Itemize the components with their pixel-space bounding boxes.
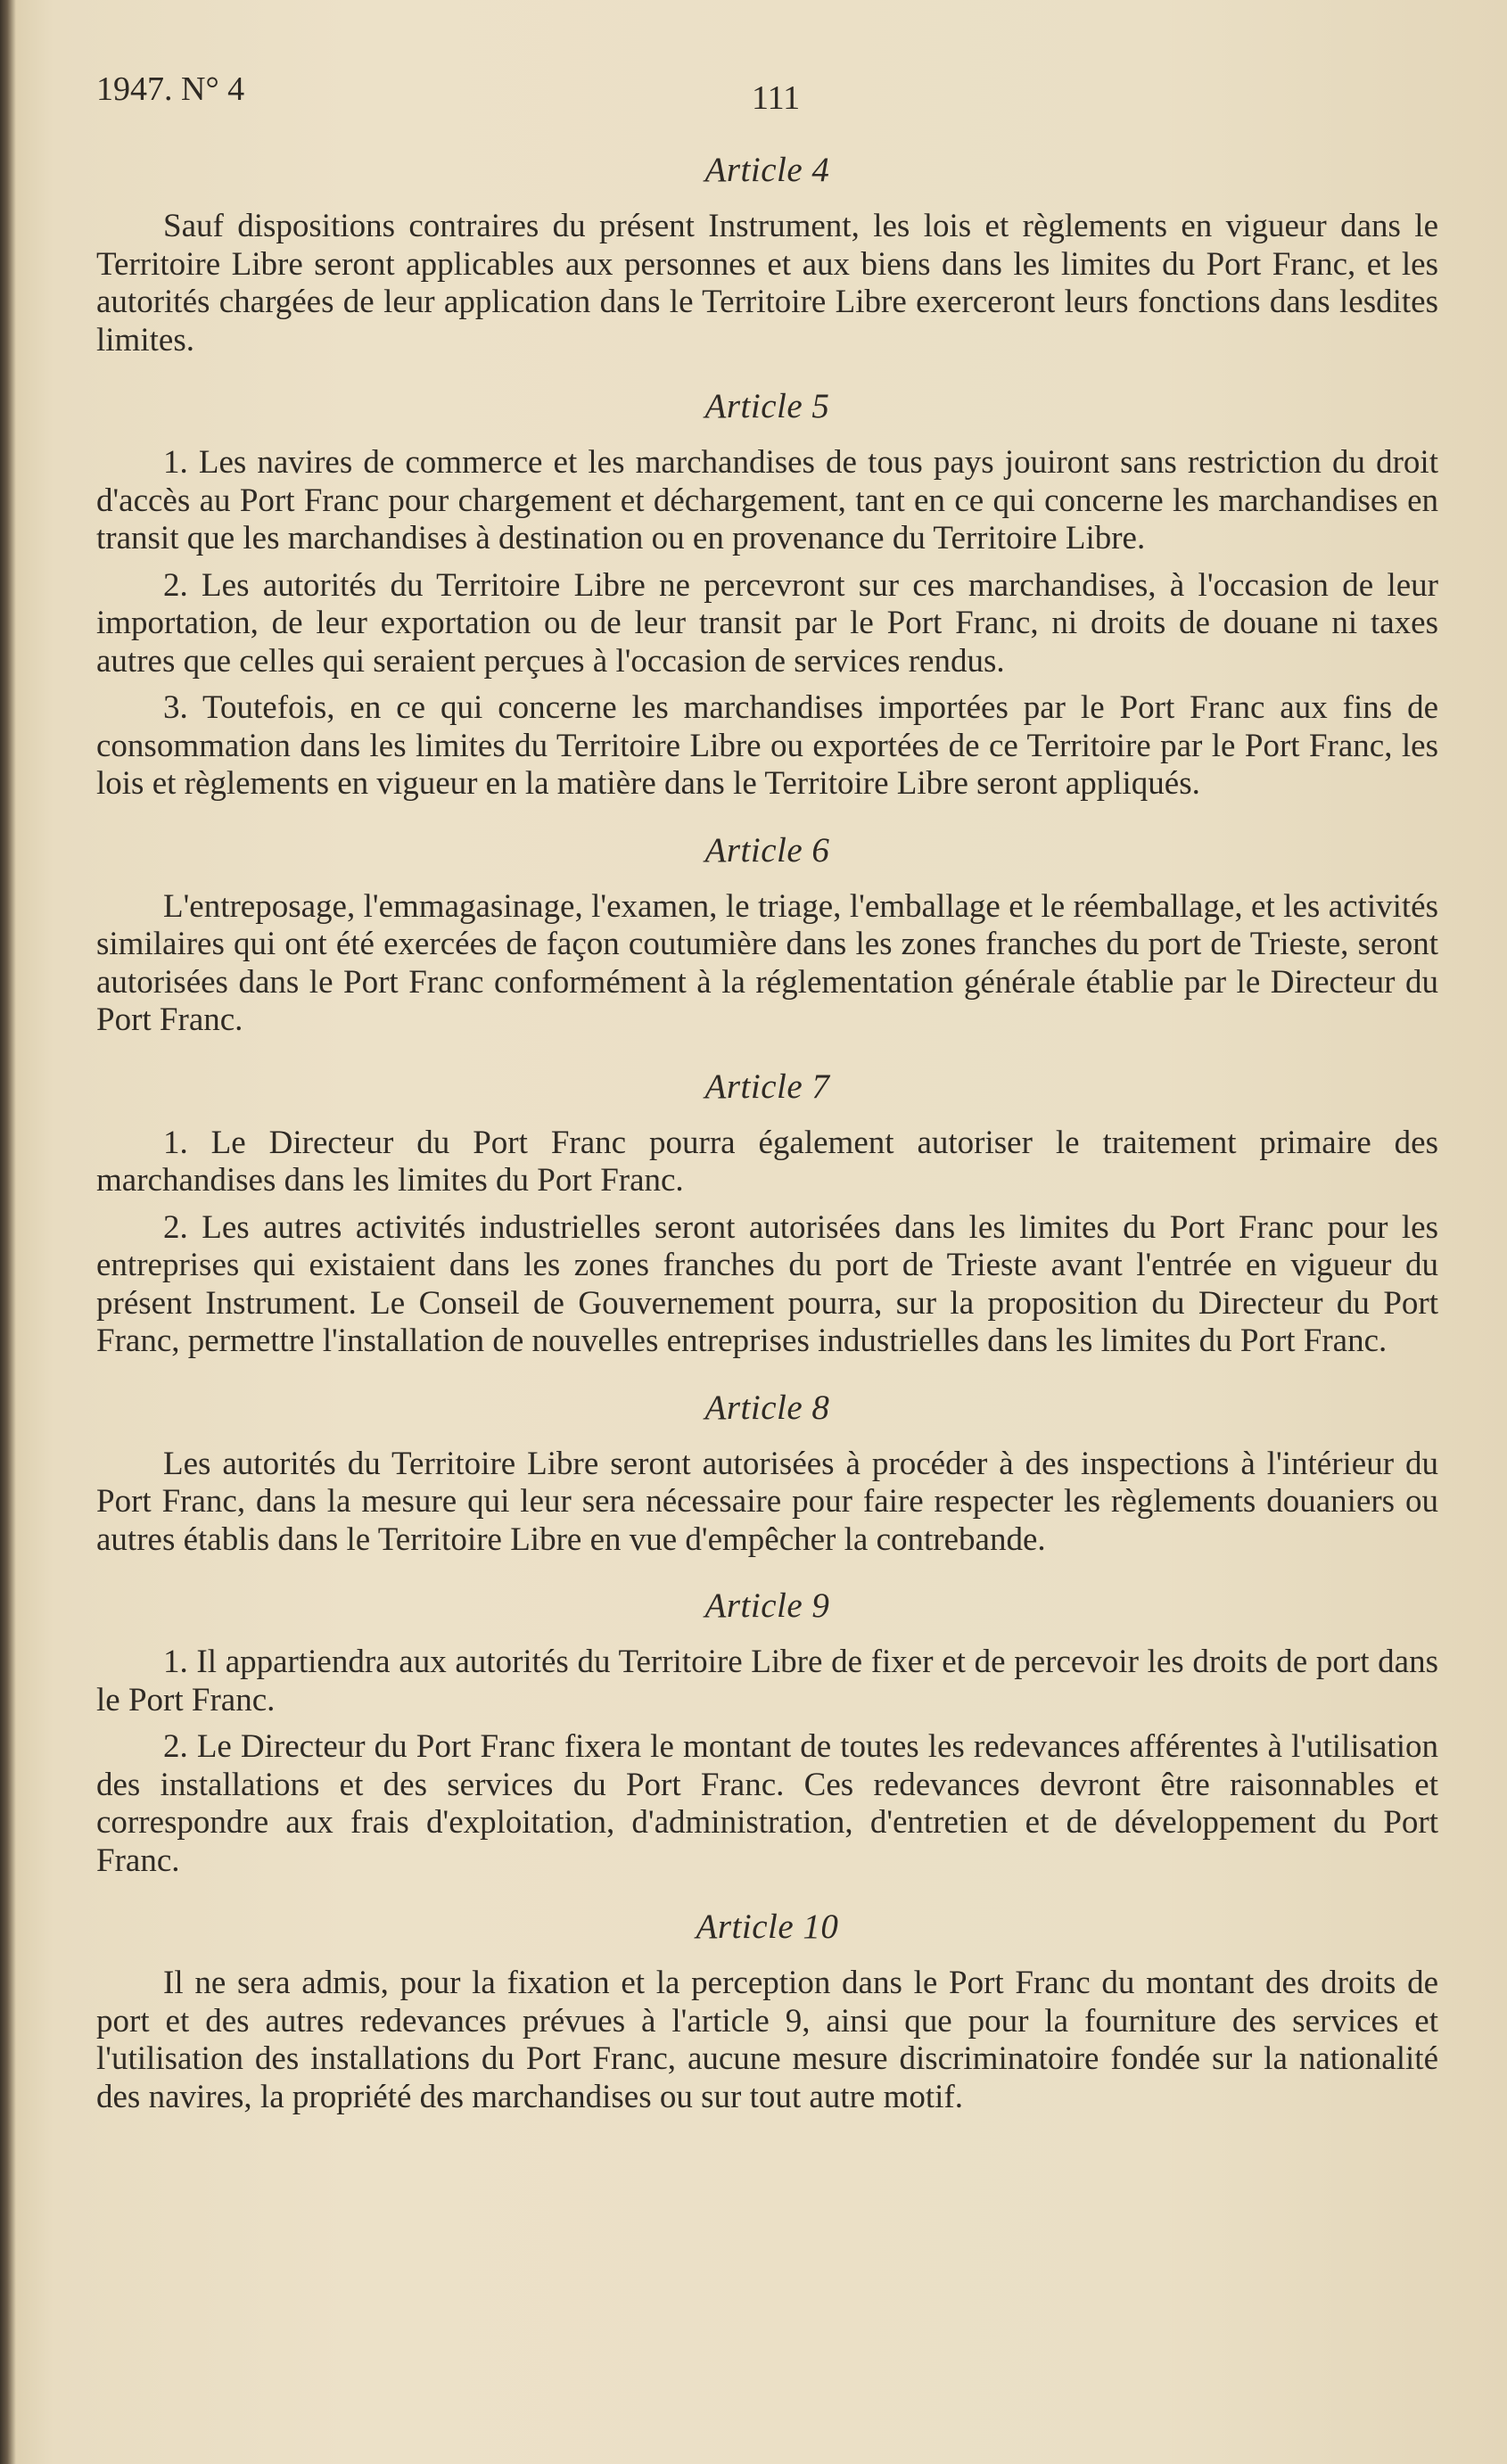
article-paragraph: 2. Les autorités du Territoire Libre ne percevront sur ces marchandises, à l'occasion de leur importation, de leur exportation ou de leur transit par le Port Franc, ni droits de douane ni taxes autres que celles qui seraient perçues à l'occasion de services rendus.	[96, 566, 1438, 680]
page-header	[96, 70, 1434, 123]
article-heading: Article 5	[704, 387, 830, 425]
article-paragraph: 1. Les navires de commerce et les marchandises de tous pays jouiront sans restriction du droit d'accès au Port Franc pour chargement et déchargement, tant en ce qui concerne les marchandises en transit que les marchandises à destination ou en provenance du Territoire Libre.	[96, 444, 1438, 556]
page-number: 111	[752, 79, 801, 117]
article-paragraph: 2. Les autres activités industrielles seront autorisées dans les limites du Port Franc pour les entreprises qui existaient dans les zones franches du port de Trieste avant l'entrée en vigueur du présent Instrument. Le Conseil de Gouvernement pourra, sur la proposition du Directeur du Port Franc, permettre l'installation de nouvelles entreprises industrielles dans les limites du Port Franc.	[96, 1208, 1438, 1359]
article-paragraph: L'entreposage, l'emmagasinage, l'examen, le triage, l'emballage et le réemballage, et les activités similaires qui ont été exercées de façon coutumière dans les zones franches du port de Trieste, seront autorisées dans le Port Franc conformément à la réglementation générale établie par le Directeur du Port Franc.	[96, 887, 1438, 1038]
article-heading: Article 8	[704, 1388, 830, 1427]
article-paragraph: 1. Il appartiendra aux autorités du Territoire Libre de fixer et de percevoir les droits de port dans le Port Franc.	[96, 1644, 1438, 1718]
article-8	[96, 1388, 1438, 1560]
article-5	[96, 386, 1438, 803]
article-6	[96, 830, 1438, 1040]
article-heading: Article 9	[704, 1586, 830, 1625]
article-paragraph: Sauf dispositions contraires du présent Instrument, les lois et règlements en vigueur dans le Territoire Libre seront applicables aux personnes et aux biens dans les limites du Port Franc, et les autorités chargées de leur application dans le Territoire Libre exerceront leurs fonctions dans lesdites limites.	[96, 208, 1438, 358]
issue-reference: 1947. N° 4	[96, 70, 245, 108]
article-heading: Article 4	[704, 151, 830, 189]
document-body	[96, 150, 1438, 2143]
article-paragraph: 3. Toutefois, en ce qui concerne les marchandises importées par le Port Franc aux fins de consommation dans les limites du Territoire Libre ou exportées de ce Territoire par le Port Franc, les lois et règlements en vigueur en la matière dans le Territoire Libre seront appliqués.	[96, 689, 1438, 802]
article-heading: Article 7	[704, 1067, 830, 1106]
article-paragraph: 2. Le Directeur du Port Franc fixera le montant de toutes les redevances afférentes à l'utilisation des installations et des services du Port Franc. Ces redevances devront être raisonnables et correspondre aux frais d'exploitation, d'administration, d'entretien et de développement du Port Franc.	[96, 1728, 1438, 1879]
article-4	[96, 150, 1438, 359]
article-heading: Article 6	[704, 830, 830, 869]
article-paragraph: Il ne sera admis, pour la fixation et la perception dans le Port Franc du montant des droits de port et des autres redevances prévues à l'article 9, ainsi que pour la fourniture des services et l'utilisation des installations du Port Franc, aucune mesure discriminatoire fondée sur la nationalité des navires, la propriété des marchandises ou sur tout autre motif.	[96, 1965, 1438, 2115]
binding-edge	[0, 0, 16, 2464]
article-9	[96, 1586, 1438, 1880]
article-7	[96, 1067, 1438, 1361]
article-heading: Article 10	[696, 1908, 839, 1946]
article-paragraph: 1. Le Directeur du Port Franc pourra également autoriser le traitement primaire des marchandises dans les limites du Port Franc.	[96, 1124, 1438, 1199]
article-paragraph: Les autorités du Territoire Libre seront autorisées à procéder à des inspections à l'intérieur du Port Franc, dans la mesure qui leur sera nécessaire pour faire respecter les règlements douaniers ou autres établis dans le Territoire Libre en vue d'empêcher la contrebande.	[96, 1445, 1438, 1558]
article-10	[96, 1907, 1438, 2116]
